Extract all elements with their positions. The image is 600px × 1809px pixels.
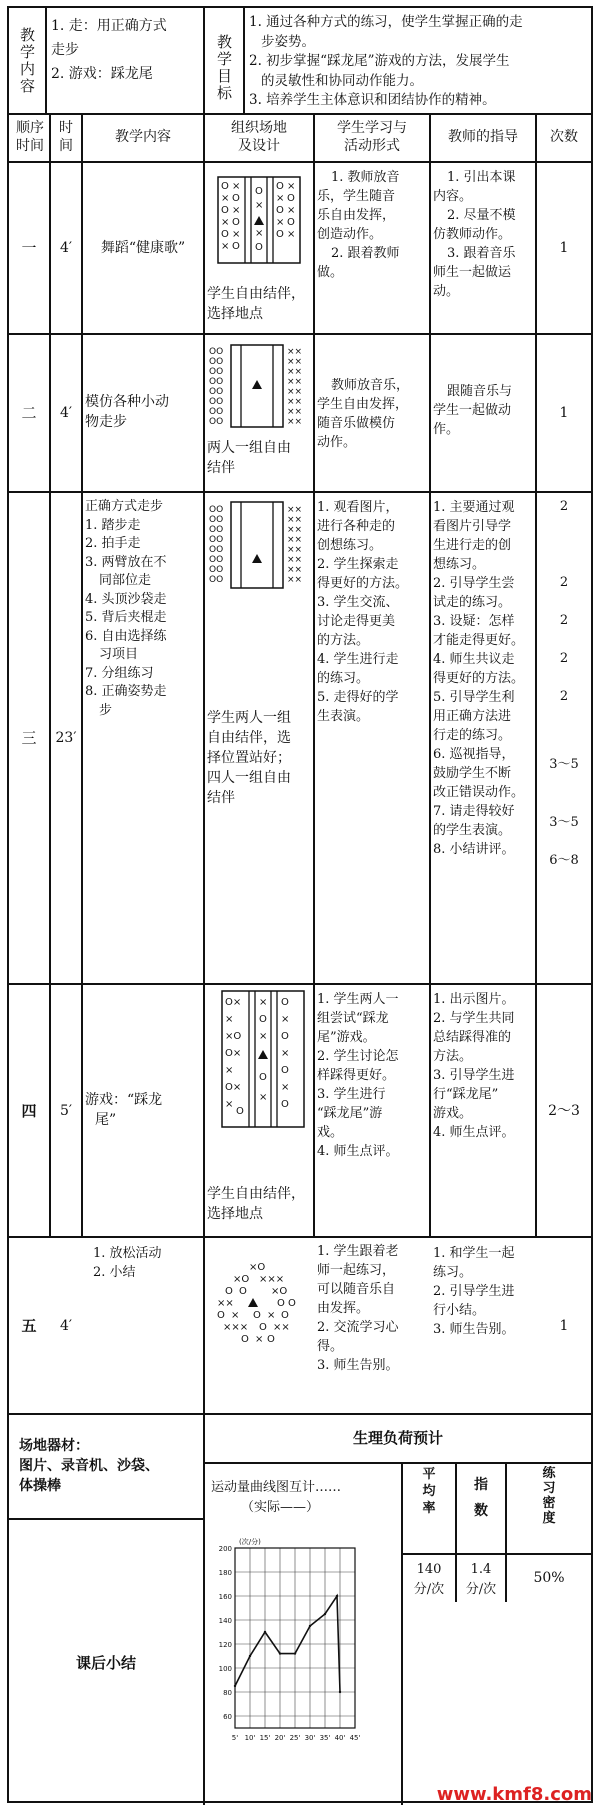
goal-line: 步姿势。	[261, 33, 315, 50]
row2-field-diagram	[207, 342, 311, 432]
svg-text:××: ××	[287, 515, 303, 525]
svg-text:×: ×	[232, 229, 241, 240]
row1-study: 1. 教师放音 乐，学生随音 乐自由发挥， 创造动作。 2. 跟着教师 做。	[317, 170, 400, 280]
row2-content: 模仿各种小动 物走步	[85, 394, 169, 430]
row3-content: 正确方式走步 1. 踏步走 2. 拍手走 3. 两臂放在不 同部位走 4. 头顶沙袋走 5. 背后夹棍走 6. 自由选择练 习项目 7. 分组练习 8. 正确姿势走 步	[85, 499, 167, 718]
row4-seq: 四	[21, 1101, 37, 1120]
row5-seq: 五	[21, 1316, 37, 1335]
row1-count: 1	[559, 240, 569, 256]
col-teacher: 教师的指导	[448, 129, 518, 145]
svg-text:××: ××	[287, 407, 303, 417]
svg-text:OO: OO	[209, 347, 224, 357]
col-count: 次数	[550, 129, 578, 145]
row5-count: 1	[559, 1317, 569, 1334]
svg-text:O: O	[236, 1106, 244, 1117]
y-axis-label: (次/分)	[239, 1538, 261, 1546]
svg-text:O: O	[253, 1310, 261, 1321]
density-label: 练 习 密 度	[542, 1466, 556, 1526]
x-tick-label: 5'	[231, 1734, 239, 1742]
y-tick-label: 60	[223, 1713, 232, 1721]
svg-text:O: O	[281, 1310, 289, 1321]
svg-text:××: ××	[287, 397, 303, 407]
svg-text:O×: O×	[225, 1082, 242, 1093]
svg-text:×O: ×O	[249, 1262, 266, 1273]
density-value: 50%	[533, 1570, 565, 1586]
row4-org-caption: 学生自由结伴， 选择地点	[207, 1186, 305, 1222]
goal-line: 3. 培养学生主体意识和团结协作的精神。	[249, 92, 496, 108]
svg-text:×O: ×O	[233, 1274, 250, 1285]
svg-text:O: O	[276, 229, 284, 240]
svg-text:O: O	[217, 1310, 225, 1321]
svg-text:OO: OO	[209, 397, 224, 407]
index-label: 指 数	[474, 1477, 488, 1519]
row5-field-diagram	[209, 1260, 309, 1360]
data-point	[339, 1691, 341, 1693]
svg-text:O: O	[225, 1286, 233, 1297]
y-tick-label: 80	[223, 1689, 232, 1697]
svg-text:O: O	[241, 1334, 249, 1345]
data-point	[264, 1631, 266, 1633]
y-tick-label: 200	[218, 1545, 232, 1553]
goals	[249, 13, 589, 111]
svg-text:O: O	[259, 1014, 267, 1025]
row4-teacher: 1. 出示图片。 2. 与学生共同 总结踩得准的 方法。 3. 引导学生进 行“踩龙尾” 游戏。 4. 师生点评。	[433, 992, 515, 1140]
x-tick-label: 40'	[334, 1734, 346, 1742]
svg-text:×: ×	[287, 181, 296, 192]
svg-text:O: O	[232, 193, 240, 204]
svg-text:××: ××	[287, 505, 303, 515]
row4-count: 2～3	[548, 1102, 580, 1119]
svg-text:×O: ×O	[225, 1031, 242, 1042]
y-tick-label: 100	[218, 1665, 232, 1673]
svg-text:×: ×	[287, 205, 296, 216]
equipment: 场地器材： 图片、录音机、沙袋、 体操棒	[19, 1438, 159, 1494]
svg-text:×: ×	[267, 1310, 276, 1321]
teach-content-line: 走步	[51, 42, 79, 58]
svg-text:OO: OO	[209, 565, 224, 575]
x-tick-label: 20'	[274, 1734, 286, 1742]
svg-text:××: ××	[287, 367, 303, 377]
svg-text:OO: OO	[209, 387, 224, 397]
svg-text:OO: OO	[209, 505, 224, 515]
summary-label: 课后小结	[75, 1653, 136, 1672]
row2-count: 1	[559, 405, 569, 421]
svg-text:×: ×	[259, 997, 268, 1008]
svg-text:O: O	[232, 217, 240, 228]
svg-text:O: O	[255, 186, 263, 197]
svg-text:×: ×	[225, 1014, 234, 1025]
row2-org-caption: 两人一组自由 结伴	[207, 440, 291, 476]
svg-text:O×: O×	[225, 1048, 242, 1059]
svg-text:OO: OO	[209, 535, 224, 545]
y-tick-label: 140	[218, 1617, 232, 1625]
row1-content: 舞蹈“健康歌”	[100, 240, 186, 256]
row3-study: 1. 观看图片， 进行各种走的 创想练习。 2. 学生探索走 得更好的方法。 3. 学生交流、 讨论走得更美 的方法。 4. 学生进行走 的练习。 5. 走得好的学 生表演。	[317, 500, 409, 724]
svg-text:OO: OO	[209, 417, 224, 427]
row1-seq: 一	[21, 239, 37, 257]
row3-teacher: 1. 主要通过观 看图片引导学 生进行走的创 想练习。 2. 引导学生尝 试走的练习。 3. 设疑：怎样 才能走得更好。 4. 师生共议走 得更好的方法。 5. 引导学生利 用正确方法进 行走的练习。 6. 巡视指导， 鼓励学生不断 改正错误动作。 7. 请走得较好 的学生表演。 8. 小结讲评。	[433, 500, 525, 857]
row3-seq: 三	[21, 729, 37, 747]
svg-text:×: ×	[231, 1310, 240, 1321]
row2-teacher: 跟随音乐与 学生一起做动 作。	[433, 384, 513, 437]
svg-text:××: ××	[287, 535, 303, 545]
svg-text:××: ××	[287, 565, 303, 575]
row4-study: 1. 学生两人一 组尝试“踩龙 尾”游戏。 2. 学生讨论怎 样踩得更好。 3. 学生进行 “踩龙尾”游 戏。 4. 师生点评。	[317, 992, 399, 1159]
svg-text:×O: ×O	[271, 1286, 288, 1297]
data-point	[336, 1595, 338, 1597]
svg-text:××: ××	[217, 1298, 234, 1309]
svg-text:OO: OO	[209, 515, 224, 525]
svg-text:××: ××	[287, 387, 303, 397]
goal-label: 教学目标	[215, 34, 233, 102]
svg-text:×: ×	[255, 200, 264, 211]
svg-text:××: ××	[287, 575, 303, 585]
svg-text:O: O	[276, 205, 284, 216]
svg-text:×: ×	[259, 1031, 268, 1042]
svg-text:O O: O O	[277, 1298, 296, 1309]
svg-text:×: ×	[221, 241, 230, 252]
svg-text:O: O	[259, 1322, 267, 1333]
svg-text:××: ××	[287, 525, 303, 535]
row1-time: 4′	[59, 240, 73, 256]
svg-text:O: O	[221, 229, 229, 240]
svg-text:OO: OO	[209, 555, 224, 565]
goal-line: 的灵敏性和协同动作能力。	[261, 72, 423, 89]
svg-text:×: ×	[225, 1065, 234, 1076]
y-tick-label: 120	[218, 1641, 232, 1649]
x-tick-label: 35'	[319, 1734, 331, 1742]
data-point	[279, 1652, 281, 1654]
svg-text:×: ×	[281, 1048, 290, 1059]
index-value: 1.4 分/次	[465, 1562, 497, 1597]
row2-time: 4′	[59, 405, 73, 421]
x-tick-label: 25'	[289, 1734, 301, 1742]
lesson-plan-table	[7, 6, 593, 1803]
teach-content	[51, 14, 201, 86]
x-tick-label: 30'	[304, 1734, 316, 1742]
heart-rate-value: 140 分/次	[413, 1562, 445, 1597]
row5-time: 4′	[59, 1317, 73, 1334]
data-point	[249, 1655, 251, 1657]
svg-text:O: O	[259, 1072, 267, 1083]
svg-text:O: O	[232, 241, 240, 252]
svg-text:×: ×	[232, 205, 241, 216]
x-tick-label: 45'	[349, 1734, 361, 1742]
row5-content: 1. 放松活动 2. 小结	[93, 1246, 162, 1280]
svg-text:O: O	[281, 1031, 289, 1042]
data-point	[324, 1613, 326, 1615]
svg-text:×: ×	[221, 193, 230, 204]
watermark: www.kmf8.com	[436, 1784, 592, 1805]
row2-seq: 二	[21, 404, 37, 422]
svg-text:O: O	[281, 997, 289, 1008]
col-content: 教学内容	[115, 129, 171, 145]
col-org: 组织场地 及设计	[231, 120, 287, 154]
svg-text:××: ××	[287, 545, 303, 555]
svg-text:×: ×	[281, 1014, 290, 1025]
svg-text:×: ×	[287, 229, 296, 240]
svg-text:O: O	[281, 1065, 289, 1076]
svg-text:×: ×	[225, 1099, 234, 1110]
svg-text:××: ××	[287, 555, 303, 565]
svg-text:OO: OO	[209, 367, 224, 377]
svg-text:××: ××	[273, 1322, 290, 1333]
row1-teacher: 1. 引出本课 内容。 2. 尽量不模 仿教师动作。 3. 跟着音乐 师生一起做运 动。	[433, 170, 516, 299]
svg-text:×: ×	[276, 217, 285, 228]
row4-content: 游戏：“踩龙 尾”	[85, 1092, 163, 1128]
data-point	[234, 1685, 236, 1687]
curve-title: 运动量曲线图互计…… （实际——）	[211, 1480, 342, 1515]
svg-text:OO: OO	[209, 575, 224, 585]
data-point	[309, 1625, 311, 1627]
svg-text:OO: OO	[209, 545, 224, 555]
teach-content-line: 2. 游戏：踩龙尾	[51, 66, 153, 82]
svg-text:O×: O×	[225, 997, 242, 1008]
row3-org-caption: 学生两人一组 自由结伴，选 择位置站好； 四人一组自由 结伴	[207, 710, 291, 806]
svg-text:×: ×	[281, 1082, 290, 1093]
svg-text:OO: OO	[209, 357, 224, 367]
y-tick-label: 180	[218, 1569, 232, 1577]
load-title: 生理负荷预计	[352, 1428, 443, 1447]
svg-text:×: ×	[255, 1334, 264, 1345]
heart-rate-label: 平 均 率	[422, 1467, 436, 1516]
svg-text:×××: ×××	[223, 1322, 249, 1333]
svg-text:OO: OO	[209, 377, 224, 387]
svg-text:×: ×	[255, 228, 264, 239]
svg-text:O: O	[239, 1286, 247, 1297]
row4-time: 5′	[59, 1102, 73, 1119]
svg-text:O: O	[276, 181, 284, 192]
svg-text:×: ×	[221, 217, 230, 228]
teach-content-line: 1. 走：用正确方式	[51, 18, 167, 34]
svg-text:O: O	[221, 205, 229, 216]
svg-text:OO: OO	[209, 407, 224, 417]
svg-text:×: ×	[232, 181, 241, 192]
x-tick-label: 10'	[244, 1734, 256, 1742]
svg-text:O: O	[221, 181, 229, 192]
col-study: 学生学习与 活动形式	[337, 120, 407, 154]
svg-text:××: ××	[287, 347, 303, 357]
svg-text:××: ××	[287, 417, 303, 427]
teach-content-label: 教学内容	[18, 26, 36, 95]
svg-text:O: O	[267, 1334, 275, 1345]
svg-text:OO: OO	[209, 525, 224, 535]
svg-text:×××: ×××	[259, 1274, 285, 1285]
svg-text:O: O	[255, 242, 263, 253]
svg-text:××: ××	[287, 377, 303, 387]
heart-rate-chart	[205, 1528, 399, 1798]
svg-text:O: O	[281, 1099, 289, 1110]
svg-text:O: O	[287, 193, 295, 204]
row1-field-diagram	[217, 176, 301, 266]
col-time: 时 间	[59, 120, 73, 154]
row2-study: 教师放音乐， 学生自由发挥， 随音乐做模仿 动作。	[317, 378, 410, 450]
row3-field-diagram	[207, 500, 311, 592]
svg-text:O: O	[287, 217, 295, 228]
col-order: 顺序 时间	[16, 120, 44, 154]
goal-line: 2. 初步掌握“踩龙尾”游戏的方法，发展学生	[249, 53, 510, 69]
svg-text:××: ××	[287, 357, 303, 367]
x-tick-label: 15'	[259, 1734, 271, 1742]
row3-time: 23′	[55, 730, 77, 746]
row3-counts: 2 2 2 2 2 3～5 3～5 6～8	[549, 499, 579, 868]
svg-text:×: ×	[259, 1092, 268, 1103]
goal-line: 1. 通过各种方式的练习，使学生掌握正确的走	[249, 14, 523, 30]
row5-study: 1. 学生跟着老 师一起练习， 可以随音乐自 由发挥。 2. 交流学习心 得。 3. 师生告别。	[317, 1244, 399, 1373]
row5-teacher: 1. 和学生一起 练习。 2. 引导学生进 行小结。 3. 师生告别。	[433, 1246, 515, 1337]
row4-field-diagram	[221, 990, 305, 1130]
row1-org-caption: 学生自由结伴， 选择地点	[207, 286, 305, 322]
y-tick-label: 160	[218, 1593, 232, 1601]
data-point	[294, 1652, 296, 1654]
svg-text:×: ×	[276, 193, 285, 204]
